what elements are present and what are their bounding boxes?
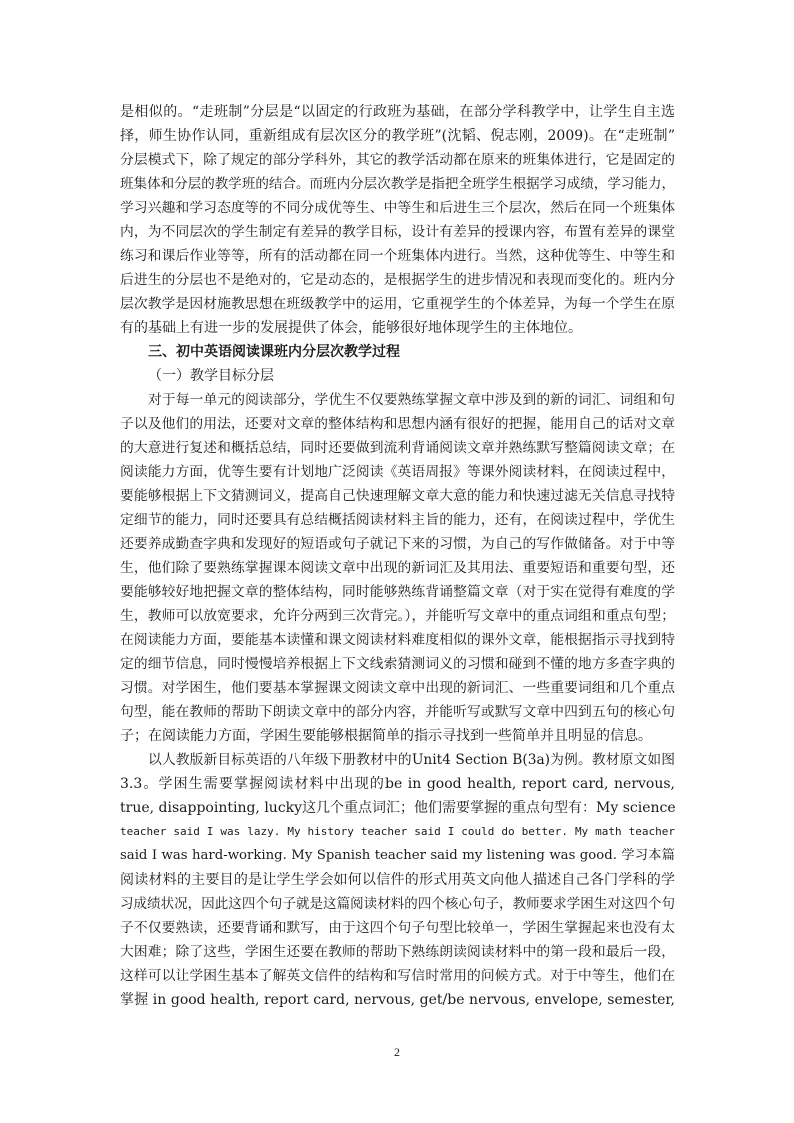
- para2-line: 子以及他们的用法，还要对文章的整体结构和思想内涵有很好的把握，能用自己的话对文章: [120, 416, 675, 432]
- para2-line: 子；在阅读能力方面，学困生要能够根据简单的指示寻找到一些简单并且明显的信息。: [120, 728, 652, 744]
- para3-line: 这样可以让学困生基本了解英文信件的结构和写信时常用的问候方式。对于中等生，他们在: [120, 968, 675, 984]
- para2-line: 对于每一单元的阅读部分，学优生不仅要熟练掌握文章中涉及到的新的词汇、词组和句: [148, 392, 675, 408]
- para3-line: 习成绩状况，因此这四个句子就是这篇阅读材料的四个核心句子，教师要求学困生对这四个句: [120, 896, 675, 912]
- para1-line: 学习兴趣和学习态度等的不同分成优等生、中等生和后进生三个层次，然后在同一个班集体: [120, 200, 675, 216]
- para1-line: 后进生的分层也不是绝对的，它是动态的，是根据学生的进步情况和表现而变化的。班内分: [120, 272, 675, 288]
- para2-line: 要能够较好地把握文章的整体结构，同时能够熟练背诵整篇文章（对于实在觉得有难度的学: [120, 584, 675, 600]
- para1-line: 层次教学是因材施教思想在班级教学中的运用，它重视学生的个体差异，为每一个学生在原: [120, 296, 675, 312]
- para3-line: 阅读材料的主要目的是让学生学会如何以信件的形式用英文向他人描述自己各门学科的学: [120, 872, 675, 888]
- para1-line: 练习和课后作业等等，所有的活动都在同一个班集体内进行。当然，这种优等生、中等生和: [120, 248, 675, 264]
- para2-line: 定的细节信息，同时慢慢培养根据上下文线索猜测词义的习惯和碰到不懂的地方多查字典的: [120, 656, 675, 672]
- para2-line: 生，他们除了要熟练掌握课本阅读文章中出现的新词汇及其用法、重要短语和重要句型，还: [120, 560, 675, 576]
- subsection-heading: （一）教学目标分层: [148, 368, 274, 384]
- para1-line: 有的基础上有进一步的发展提供了体会，能够很好地体现学生的主体地位。: [120, 320, 582, 336]
- para1-line: 是相似的。“走班制”分层是“以固定的行政班为基础，在部分学科教学中，让学生自主选: [120, 104, 675, 120]
- para2-line: 定细节的能力，同时还要具有总结概括阅读材料主旨的能力，还有，在阅读过程中，学优生: [120, 512, 675, 528]
- section-heading: 三、初中英语阅读课班内分层次教学过程: [148, 344, 400, 360]
- para3-line: 大困难；除了这些，学困生还要在教师的帮助下熟练朗读阅读材料中的第一段和最后一段，: [120, 944, 675, 960]
- page-number: 2: [394, 1045, 400, 1059]
- para3-line: 子不仅要熟读，还要背诵和默写，由于这四个句子句型比较单一，学困生掌握起来也没有太: [120, 920, 675, 936]
- para2-line: 在阅读能力方面，要能基本读懂和课文阅读材料难度相似的课外文章，能根据指示寻找到特: [120, 632, 675, 648]
- para1-line: 内，为不同层次的学生制定有差异的教学目标，设计有差异的授课内容，布置有差异的课堂: [120, 224, 675, 240]
- para2-line: 还要养成勤查字典和发现好的短语或句子就记下来的习惯，为自己的写作做储备。对于中等: [120, 536, 675, 552]
- para2-line: 的大意进行复述和概括总结，同时还要做到流利背诵阅读文章并熟练默写整篇阅读文章；在: [120, 440, 675, 456]
- para2-line: 句型，能在教师的帮助下朗读文章中的部分内容，并能听写或默写文章中四到五句的核心句: [120, 704, 675, 720]
- para3-line: teacher said I was lazy. My history teacher said I could do better. My math teacher: [120, 825, 675, 838]
- para3-line: said I was hard-working. My Spanish teacher said my listening was good. 学习本篇: [120, 848, 675, 863]
- para2-line: 要能够根据上下文猜测词义，提高自己快速理解文章大意的能力和快速过滤无关信息寻找特: [120, 488, 675, 504]
- para3-line: 3.3。学困生需要掌握阅读材料中出现的be in good health, report card, nervous,: [120, 776, 675, 792]
- para2-line: 习惯。对学困生，他们要基本掌握课文阅读文章中出现的新词汇、一些重要词组和几个重点: [120, 680, 675, 696]
- para1-line: 择，师生协作认同，重新组成有层次区分的教学班”(沈韬、倪志刚，2009)。在“走班制”: [120, 128, 675, 144]
- para3-line: true, disappointing, lucky这几个重点词汇；他们需要掌握的重点句型有：My science: [120, 800, 676, 816]
- para3-line: 掌握 in good health, report card, nervous, get/be nervous, envelope, semester,: [120, 992, 675, 1008]
- para2-line: 阅读能力方面，优等生要有计划地广泛阅读《英语周报》等课外阅读材料，在阅读过程中，: [120, 464, 675, 480]
- para1-line: 分层模式下，除了规定的部分学科外，其它的教学活动都在原来的班集体进行，它是固定的: [120, 152, 675, 168]
- para1-line: 班集体和分层的教学班的结合。而班内分层次教学是指把全班学生根据学习成绩，学习能力，: [120, 176, 675, 192]
- para3-line: 以人教版新目标英语的八年级下册教材中的Unit4 Section B(3a)为例。教材原文如图: [148, 752, 675, 768]
- para2-line: 生，教师可以放宽要求，允许分两到三次背完。），并能听写文章中的重点词组和重点句型；: [120, 608, 675, 624]
